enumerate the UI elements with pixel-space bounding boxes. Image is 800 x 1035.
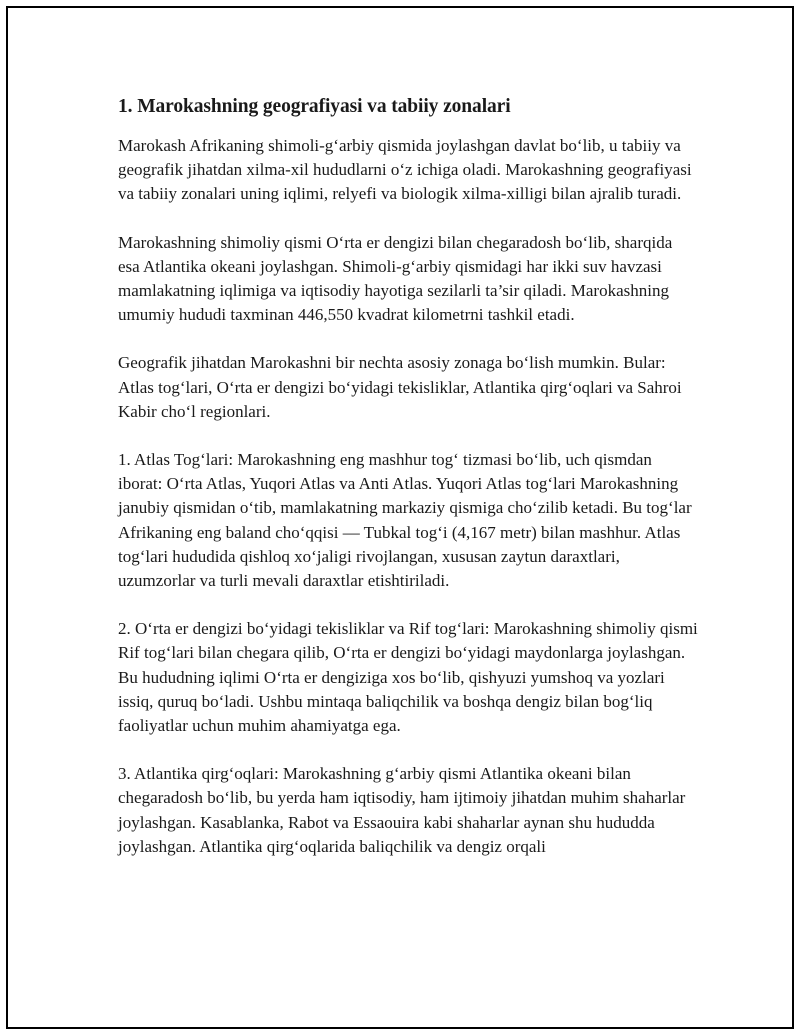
paragraph-atlas-mountains: 1. Atlas Tog‘lari: Marokashning eng mashhur tog‘ tizmasi bo‘lib, uch qismdan iborat: O‘rta Atlas, Yuqori Atlas va Anti Atlas. Yuqori Atlas tog‘lari Marokashning janubiy qismidan o‘tib, mamlakatning markaziy qismiga cho‘zilib ketadi. Bu tog‘lar Afrikaning eng baland cho‘qqisi — Tubkal tog‘i (4,167 metr) bilan mashhur. Atlas tog‘lari hududida qishloq xo‘jaligi rivojlangan, xususan zaytun daraxtlari, uzumzorlar va turli mevali daraxtlar etishtiriladi. bbox=[118, 450, 692, 591]
paragraph-borders: Marokashning shimoliy qismi O‘rta er dengizi bilan chegaradosh bo‘lib, sharqida esa Atlantika okeani joylashgan. Shimoli-g‘arbiy qismidagi har ikki suv havzasi mamlakatning iqlimiga va iqtisodiy hayotiga sezilarli ta’sir qiladi. Marokashning umumiy hududi taxminan 446,550 kvadrat kilometrni tashkil etadi. bbox=[118, 232, 673, 325]
document-title: 1. Marokashning geografiyasi va tabiiy zonalari bbox=[118, 96, 511, 117]
document-body bbox=[118, 94, 698, 883]
paragraph-mediterranean-plains: 2. O‘rta er dengizi bo‘yidagi tekisliklar va Rif tog‘lari: Marokashning shimoliy qismi Rif tog‘lari bilan chegara qilib, O‘rta er dengizi bo‘yidagi maydonlarga joylashgan. Bu hududning iqlimi O‘rta er dengiziga xos bo‘lib, qishyuzi yumshoq va yozlari issiq, quruq bo‘ladi. Ushbu mintaqa baliqchilik va boshqa dengiz bilan bog‘liq faoliyatlar uchun muhim ahamiyatga ega. bbox=[118, 619, 698, 736]
paragraph-atlantic-coast: 3. Atlantika qirg‘oqlari: Marokashning g‘arbiy qismi Atlantika okeani bilan chegaradosh bo‘lib, bu yerda ham iqtisodiy, ham ijtimoiy jihatdan muhim shaharlar joylashgan. Kasablanka, Rabot va Essaouira kabi shaharlar aynan shu hududda joylashgan. Atlantika qirg‘oqlarida baliqchilik va dengiz orqali bbox=[118, 764, 686, 856]
paragraph-intro: Marokash Afrikaning shimoli-g‘arbiy qismida joylashgan davlat bo‘lib, u tabiiy va geografik jihatdan xilma-xil hududlarni o‘z ichiga oladi. Marokashning geografiyasi va tabiiy zonalari uning iqlimi, relyefi va biologik xilma-xilligi bilan ajralib turadi. bbox=[118, 136, 692, 204]
paragraph-zones: Geografik jihatdan Marokashni bir nechta asosiy zonaga bo‘lish mumkin. Bular: Atlas tog‘lari, O‘rta er dengizi bo‘yidagi tekisliklar, Atlantika qirg‘oqlari va Sahroi Kabir cho‘l regionlari. bbox=[118, 353, 682, 421]
